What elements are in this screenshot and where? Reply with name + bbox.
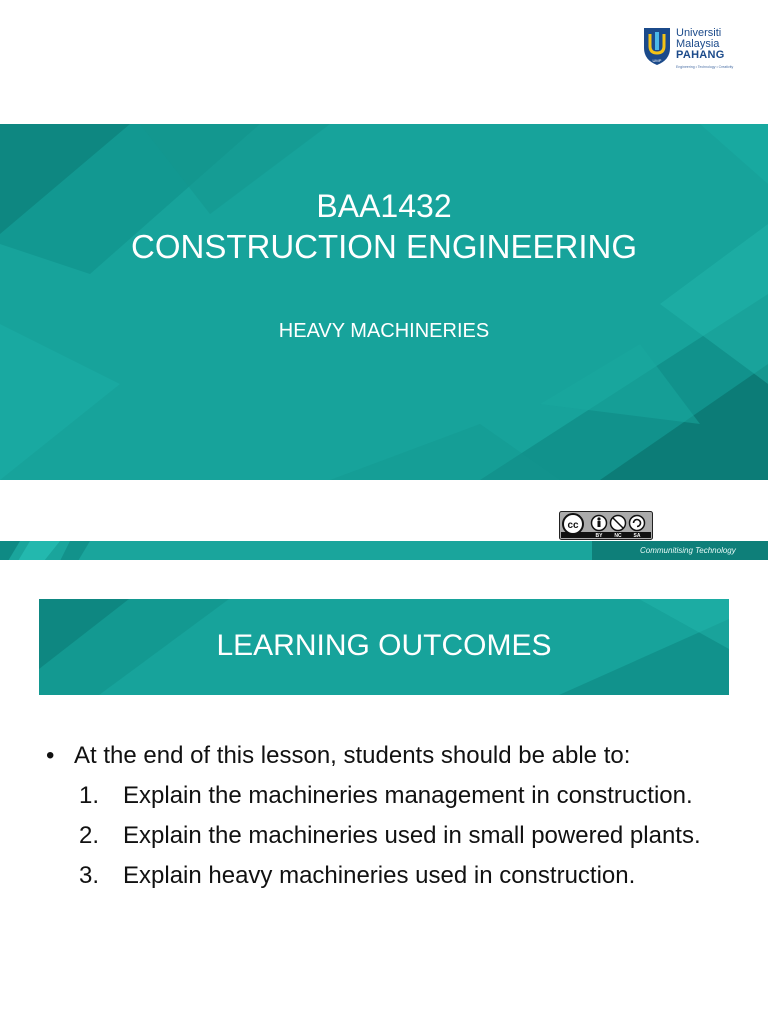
outcome-number-2: 2. xyxy=(79,822,100,849)
footer-stripe-pattern xyxy=(0,541,120,561)
learning-outcomes-slide xyxy=(0,560,768,1024)
bullet-dot: • xyxy=(46,742,55,769)
outcomes-list xyxy=(46,738,746,894)
logo-line-1: Universiti xyxy=(676,27,722,39)
course-code: BAA1432 xyxy=(316,188,452,224)
outcome-number-3: 3. xyxy=(79,862,100,889)
learning-outcomes-title: LEARNING OUTCOMES xyxy=(216,629,552,662)
ump-shield-icon xyxy=(642,26,672,66)
intro-bullet xyxy=(46,738,746,774)
lesson-topic: HEAVY MACHINERIES xyxy=(278,320,490,342)
logo-badge-text: UMP xyxy=(652,58,662,63)
outcome-item-2 xyxy=(46,818,746,854)
outcome-item-3 xyxy=(46,858,746,894)
outcome-text-1: Explain the machineries management in construction. xyxy=(123,782,693,809)
logo-line-3: PAHANG xyxy=(676,49,725,61)
logo-wordmark xyxy=(676,28,733,73)
learning-outcomes-banner xyxy=(39,599,729,695)
logo-line-2: Malaysia xyxy=(676,38,720,50)
ump-logo xyxy=(642,26,742,70)
cc-nc-label: NC xyxy=(614,533,622,539)
outcome-text-3: Explain heavy machineries used in construction. xyxy=(123,862,636,889)
course-name: CONSTRUCTION ENGINEERING xyxy=(130,228,638,265)
outcome-text-2: Explain the machineries used in small powered plants. xyxy=(123,822,701,849)
outcome-item-1 xyxy=(46,778,746,814)
cc-sa-label: SA xyxy=(633,533,641,539)
footer-tagline: Communitising Technology xyxy=(640,546,736,555)
cc-label: cc xyxy=(567,520,579,531)
cc-by-label: BY xyxy=(595,533,603,539)
title-banner xyxy=(0,124,768,480)
banner-geometric-pattern xyxy=(0,124,768,480)
creative-commons-license-icon xyxy=(559,511,653,540)
outcome-number-1: 1. xyxy=(79,782,100,809)
logo-tagline: Engineering • Technology • Creativity xyxy=(676,65,734,69)
intro-text: At the end of this lesson, students should be able to: xyxy=(74,742,631,769)
